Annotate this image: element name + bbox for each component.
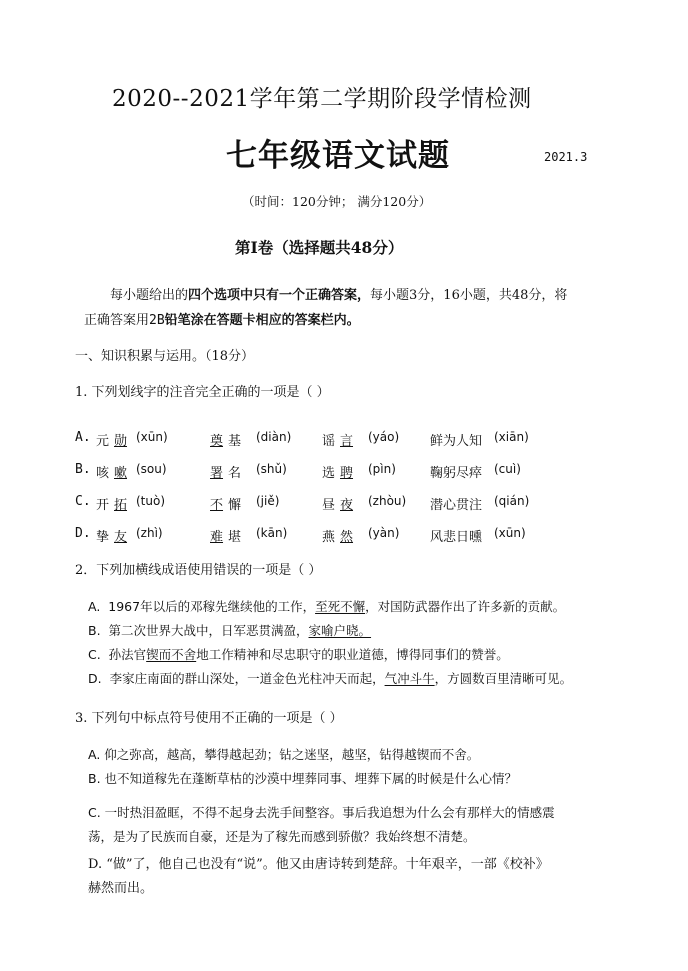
q2-b-idiom: 家喻户晓。 (308, 623, 372, 638)
q2-d-label: D. (88, 671, 102, 686)
q1-word2-char1: 奠 (210, 434, 224, 449)
q2-d-idiom: 气冲斗牛 (384, 671, 435, 686)
q2-c-text-end: 地工作精神和尽忠职守的职业道德，博得同事们的赞誉。 (196, 647, 509, 662)
q1-word4: 潜心贯注 (430, 498, 483, 513)
q2-option-d (88, 669, 572, 687)
q2-c-label: C. (88, 647, 101, 662)
part1-heading: 第Ⅰ卷（选择题共48分） (235, 238, 404, 257)
q1-word1-char2: 勋 (114, 434, 128, 449)
q1-word1-char1: 咳 (96, 466, 110, 481)
q1-pinyin2: (shǔ) (256, 462, 287, 476)
q1-word2-char2: 基 (228, 434, 242, 449)
q1-word3-char1: 选 (322, 466, 336, 481)
q1-pinyin4: (xūn) (494, 526, 526, 540)
q1-option-label: C. (75, 494, 91, 509)
q1-word1-char2: 嗽 (114, 466, 128, 481)
q3-option-c-line2: 荡，是为了民族而自豪，还是为了稼先而感到骄傲？我始终想不清楚。 (88, 829, 476, 844)
q1-option-label: B. (75, 462, 91, 477)
q2-d-text: 李家庄南面的群山深处，一道金色光柱冲天而起， (109, 671, 385, 686)
q2-b-label: B. (88, 623, 101, 638)
q1-stem: 1. 下列划线字的注音完全正确的一项是（ ） (75, 385, 330, 400)
q1-pinyin1: (xūn) (136, 430, 168, 444)
instr-text-e: 2B (149, 313, 165, 328)
q1-pinyin3: (yàn) (368, 526, 400, 540)
q1-option-label: A. (75, 430, 91, 445)
q1-word2-char1: 难 (210, 530, 224, 545)
q3-option-d-line1: D. “做”了，他自己也没有“说”。他又由唐诗转到楚辞。十年艰辛，一部《校补》 (88, 857, 549, 872)
q1-pinyin3: (zhòu) (368, 494, 407, 508)
q3-option-d-line2: 赫然而出。 (88, 881, 154, 896)
q2-option-b (88, 621, 371, 639)
q1-word1-char1: 挚 (96, 530, 110, 545)
q2-b-text: 第二次世界大战中，日军恶贯满盈， (108, 623, 309, 638)
q1-word4: 鞠躬尽瘁 (430, 466, 483, 481)
q1-word1-char2: 拓 (114, 498, 128, 513)
q1-word4: 鲜为人知 (430, 434, 483, 449)
q1-word2-char2: 懈 (228, 498, 242, 513)
q1-word1-char2: 友 (114, 530, 128, 545)
q1-option-label: D. (75, 526, 91, 541)
q2-a-label: A. (88, 599, 101, 614)
q1-pinyin2: (jiě) (256, 494, 280, 508)
exam-date: 2021.3 (544, 150, 588, 164)
q1-pinyin4: (qián) (494, 494, 530, 508)
instr-text-d: 正确答案用 (84, 313, 150, 328)
q2-a-text-end: ，对国防武器作出了许多新的贡献。 (365, 599, 566, 614)
part1-instructions-line1 (110, 284, 567, 303)
q2-c-idiom: 锲而不舍 (146, 647, 197, 662)
q1-word1-char1: 元 (96, 434, 110, 449)
q1-pinyin3: (pìn) (368, 462, 396, 476)
q1-word3-char1: 昼 (322, 498, 336, 513)
q1-pinyin2: (diàn) (256, 430, 292, 444)
q1-pinyin4: (cuì) (494, 462, 521, 476)
q1-word3-char1: 燕 (322, 530, 336, 545)
exam-series-title: 2020--2021学年第二学期阶段学情检测 (112, 86, 532, 112)
q1-word4: 风悲日曛 (430, 530, 483, 545)
instr-text-b: 四个选项中只有一个正确答案， (188, 288, 371, 303)
q1-pinyin1: (zhì) (136, 526, 163, 540)
q3-option-b: B. 也不知道稼先在蓬断草枯的沙漠中埋葬同事、埋葬下属的时候是什么心情？ (88, 771, 518, 786)
q1-word2-char2: 堪 (228, 530, 242, 545)
q2-stem: 2．下列加横线成语使用错误的一项是（ ） (75, 563, 322, 578)
exam-time-score: （时间：120分钟； 满分120分） (242, 194, 432, 209)
instr-text-c: 每小题3分，16小题，共48分，将 (370, 288, 568, 303)
q3-stem: 3. 下列句中标点符号使用不正确的一项是（ ） (75, 711, 343, 726)
q1-pinyin1: (sou) (136, 462, 167, 476)
q3-option-a: A. 仰之弥高，越高，攀得越起劲；钻之迷坚，越坚，钻得越锲而不舍。 (88, 747, 480, 762)
q1-pinyin4: (xiān) (494, 430, 529, 444)
instr-text-a: 每小题给出的 (110, 288, 189, 303)
q2-c-text: 孙法官 (108, 647, 147, 662)
q2-d-text-end: ，方圆数百里清晰可见。 (434, 671, 573, 686)
section1-heading: 一、知识积累与运用。（18分） (75, 349, 255, 364)
q1-word2-char1: 不 (210, 498, 224, 513)
q1-word3-char2: 言 (340, 434, 354, 449)
q1-word2-char1: 署 (210, 466, 224, 481)
q1-word3-char2: 然 (340, 530, 354, 545)
instr-text-f: 铅笔涂在答题卡相应的答案栏内。 (164, 313, 360, 328)
q1-pinyin3: (yáo) (368, 430, 400, 444)
part1-instructions-line2 (84, 309, 360, 328)
q3-option-c-line1: C. 一时热泪盈眶，不得不起身去洗手间整容。事后我追想为什么会有那样大的情感震 (88, 805, 555, 820)
q1-word2-char2: 名 (228, 466, 242, 481)
q1-pinyin2: (kān) (256, 526, 288, 540)
q1-word3-char2: 聘 (340, 466, 354, 481)
q2-option-c (88, 645, 509, 663)
q1-word1-char1: 开 (96, 498, 110, 513)
q2-a-idiom: 至死不懈 (315, 599, 366, 614)
q2-a-text: 1967年以后的邓稼先继续他的工作， (108, 599, 316, 614)
q1-word3-char1: 谣 (322, 434, 336, 449)
exam-subject-title: 七年级语文试题 (226, 138, 450, 174)
q2-option-a (88, 597, 565, 615)
q1-word3-char2: 夜 (340, 498, 354, 513)
q1-pinyin1: (tuò) (136, 494, 166, 508)
